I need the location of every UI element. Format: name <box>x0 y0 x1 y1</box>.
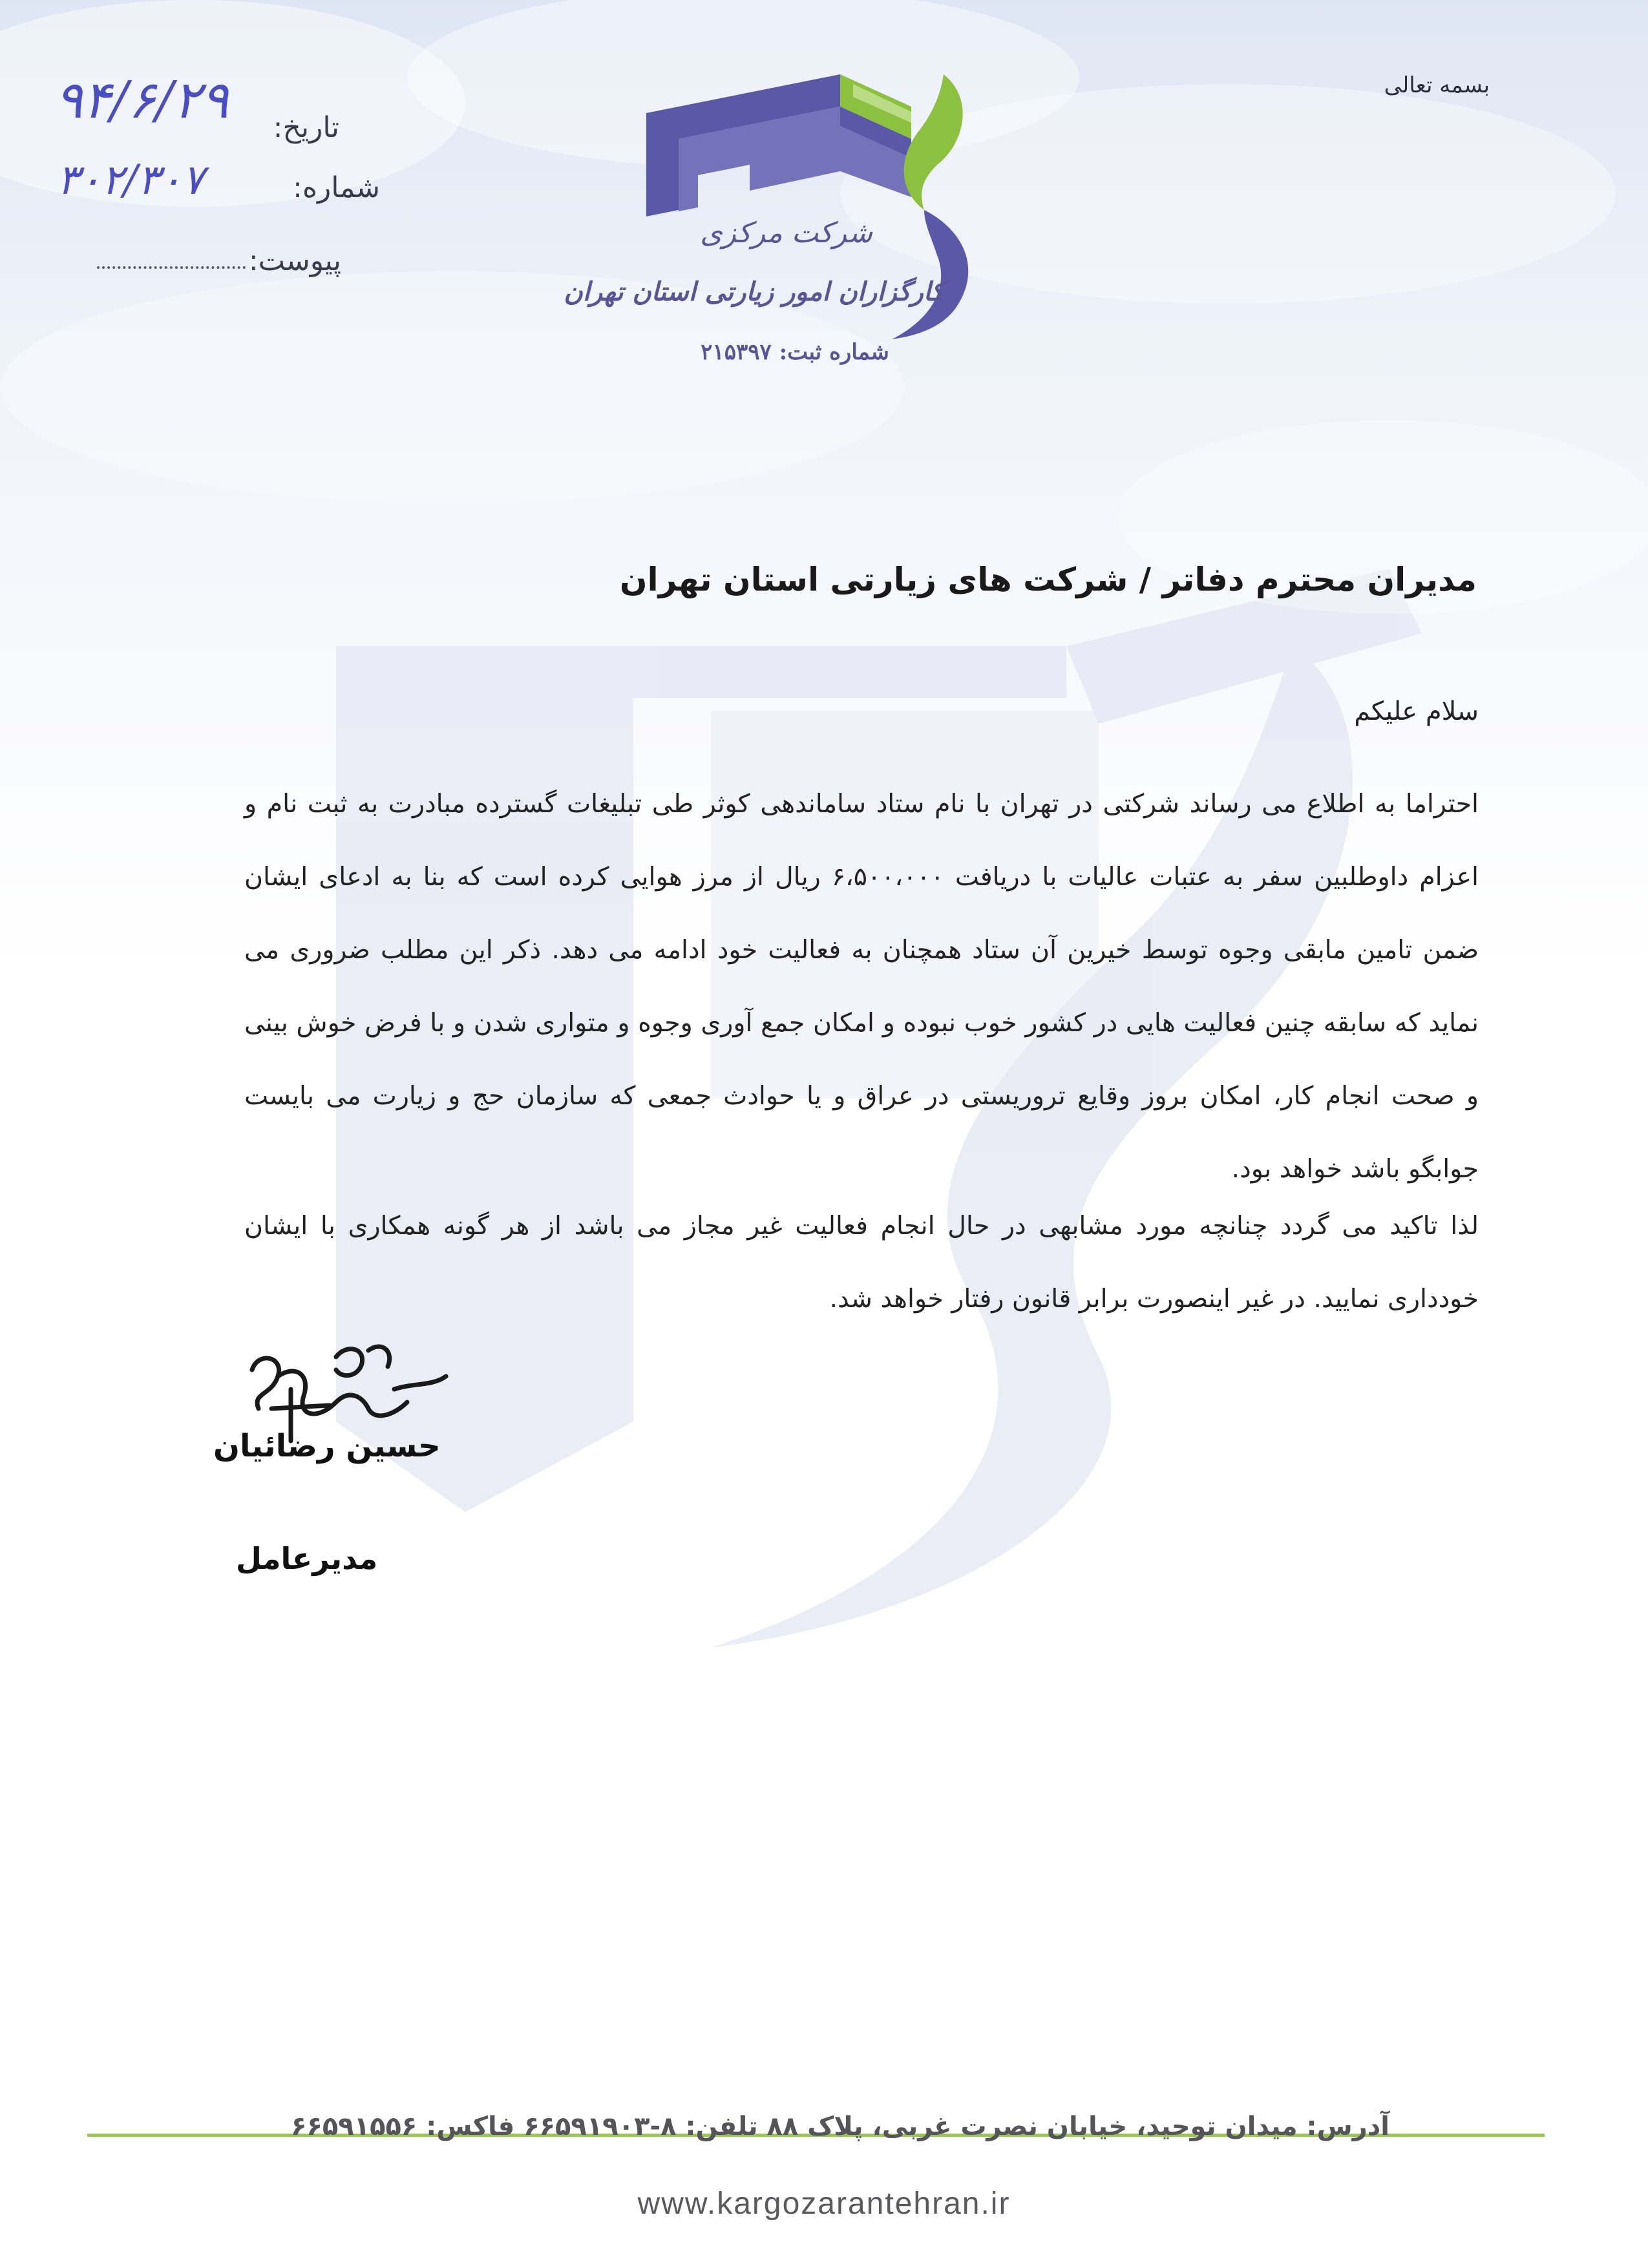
footer-address: آدرس: میدان توحید، خیابان نصرت غربی، پلاک ۸۸ تلفن: ۸-۶۶۵۹۱۹۰۳ فاکس: ۶۶۵۹۱۵۵۶ <box>291 2112 1389 2141</box>
number-label: شماره: <box>293 171 380 204</box>
basmala: بسمه تعالی <box>1384 72 1490 98</box>
number-value: ۳۰۲/۳۰۷ <box>57 156 204 204</box>
date-label: تاریخ: <box>273 111 339 144</box>
body-paragraph: احتراما به اطلاع می رساند شرکتی در تهران با نام ستاد ساماندهی کوثر طی تبلیغات گسترده مبادرت به ثبت نام و اعزام داوطلبین سفر به عتبات عالیات با دریافت ۶،۵۰۰،۰۰۰ ریال از مرز هوایی کرده است که بنا به ادعای ایشان ضمن تامین مابقی وجوه توسط خیرین آن ستاد همچنان به فعالیت خود ادامه می دهد. ذکر این مطلب ضروری می نماید که سابقه چنین فعالیت هایی در کشور خوب نبوده و امکان جمع آوری وجوه و متواری شدن و با فرض خوش بینی و صحت انجام کار، امکان بروز وقایع تروریستی در عراق و یا حوادث جمعی که سازمان حج و زیارت می بایست جوابگو باشد خواهد بود. <box>244 789 1479 1184</box>
logo-company-subtitle: کارگزاران امور زیارتی استان تهران <box>564 277 944 307</box>
recipient-heading: مدیران محترم دفاتر / شرکت های زیارتی استان تهران <box>619 561 1477 598</box>
date-value: ۹۴/۶/۲۹ <box>55 70 229 130</box>
attachment-label: پیوست: <box>248 244 341 277</box>
registration-number: شماره ثبت: ۲۱۵۳۹۷ <box>701 339 889 365</box>
signatory-name: حسین رضائیان <box>213 1428 441 1464</box>
logo-company-name: شرکت مرکزی <box>700 216 872 249</box>
greeting: سلام علیکم <box>1354 697 1479 726</box>
body-paragraph: لذا تاکید می گردد چنانچه مورد مشابهی در حال انجام فعالیت غیر مجاز می باشد از هر گونه همکاری با ایشان خودداری نمایید. در غیر اینصورت برابر قانون رفتار خواهد شد. <box>244 1211 1479 1314</box>
attachment-line <box>97 266 246 269</box>
signatory-title: مدیرعامل <box>236 1541 378 1576</box>
footer-website: www.kargozarantehran.ir <box>637 2187 1011 2221</box>
